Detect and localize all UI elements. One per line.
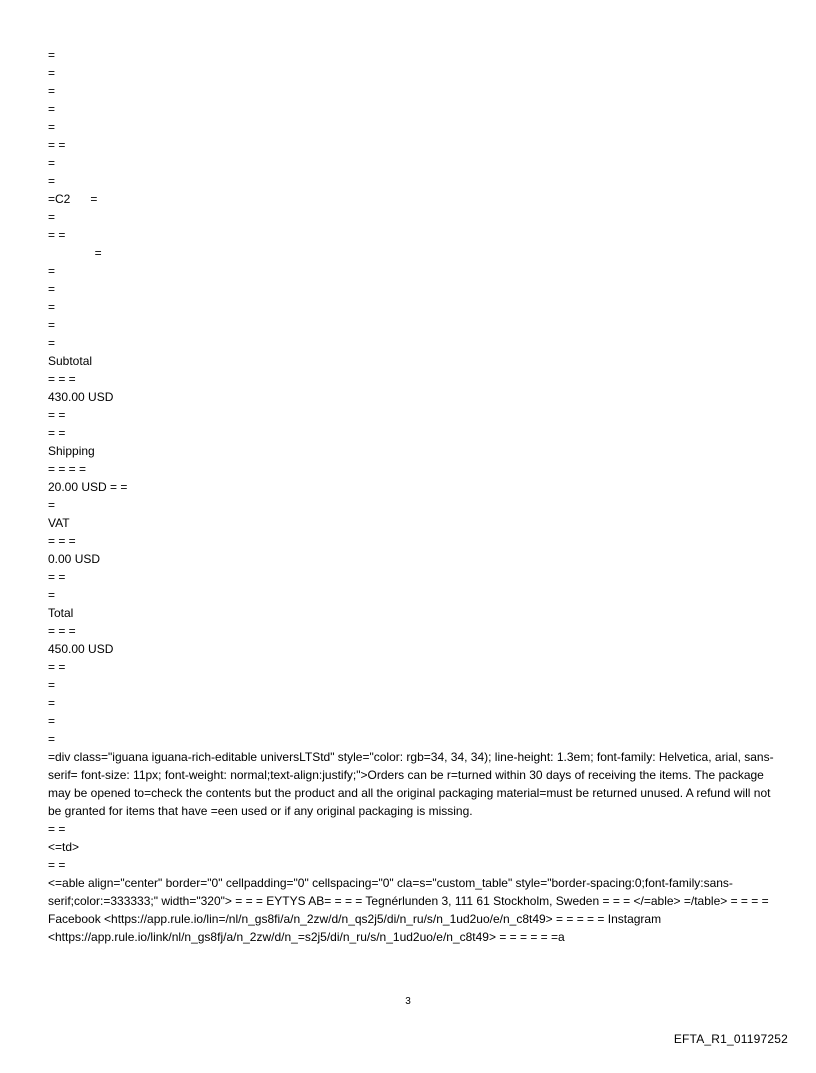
text-line: = = — [48, 822, 66, 836]
text-line: = = — [48, 138, 66, 152]
subtotal-value: 430.00 USD — [48, 390, 114, 404]
text-line: = = = — [48, 534, 76, 548]
text-line: = = — [48, 660, 66, 674]
text-line: = — [48, 246, 102, 260]
text-line: = — [48, 588, 56, 602]
document-body — [48, 46, 778, 946]
text-line: = — [48, 156, 56, 170]
text-line: = = — [48, 426, 66, 440]
text-line: = — [48, 120, 56, 134]
subtotal-label: Subtotal — [48, 354, 93, 368]
text-line: = — [48, 498, 56, 512]
text-line: = = — [48, 408, 66, 422]
total-value: 450.00 USD — [48, 642, 114, 656]
text-line: = — [48, 282, 56, 296]
text-line: = — [48, 678, 56, 692]
text-line: = — [48, 102, 56, 116]
footer-table-markup: <=able align="center" border="0" cellpadding="0" cellspacing="0" cla=s="custom_table" style="border-spacing:0;font-family:sans-serif;color:=333333;" width="320"> = = = EYTYS AB= = = = Tegnérlunden 3, 111 61 Stockholm, Sweden = = = </=able> =/table> = = = = Facebook <https://app.rule.io/lin=/nl/n_gs8fi/a/n_2zw/d/n_qs2j5/di/n_ru/s/n_1ud2uo/e/n_c8t49> = = = = = Instagram <https://app.rule.io/link/nl/n_gs8fj/a/n_2zw/d/n_=s2j5/di/n_ru/s/n_1ud2uo/e/n_c8t49> = = = = = =a — [48, 876, 769, 944]
total-label: Total — [48, 606, 74, 620]
returns-policy-paragraph: =div class="iguana iguana-rich-editable universLTStd" style="color: rgb=34, 34, 34); line-height: 1.3em; font-family: Helvetica, arial, sans-serif= font-size: 11px; font-weight: normal;text-align:justify;">Orders can be r=turned within 30 days of receiving the items. The package may be opened to=check the contents but the product and all the original packaging material=must be returned unused. A refund will not be granted for items that have =een used or if any original packaging is missing. — [48, 750, 774, 818]
text-line: = = — [48, 570, 66, 584]
text-line: = — [48, 84, 56, 98]
text-line: = — [48, 300, 56, 314]
vat-label: VAT — [48, 516, 70, 530]
text-line: = — [48, 696, 56, 710]
text-line: =C2 = — [48, 192, 98, 206]
text-line: = — [48, 210, 56, 224]
shipping-label: Shipping — [48, 444, 95, 458]
text-line: = — [48, 732, 56, 746]
text-line: = — [48, 318, 56, 332]
vat-value: 0.00 USD — [48, 552, 101, 566]
text-line: = = — [48, 858, 66, 872]
text-line: = — [48, 264, 56, 278]
text-line: = = — [48, 228, 66, 242]
page-number: 3 — [405, 996, 411, 1007]
text-line: = — [48, 336, 56, 350]
shipping-value: 20.00 USD = = — [48, 480, 128, 494]
text-line: = — [48, 174, 56, 188]
text-line: = — [48, 714, 56, 728]
text-line: = = = — [48, 372, 76, 386]
text-line: = — [48, 48, 56, 62]
text-line: = — [48, 66, 56, 80]
text-line: = = = = — [48, 462, 87, 476]
document-id: EFTA_R1_01197252 — [673, 1032, 788, 1046]
text-line: <=td> — [48, 840, 80, 854]
text-line: = = = — [48, 624, 76, 638]
